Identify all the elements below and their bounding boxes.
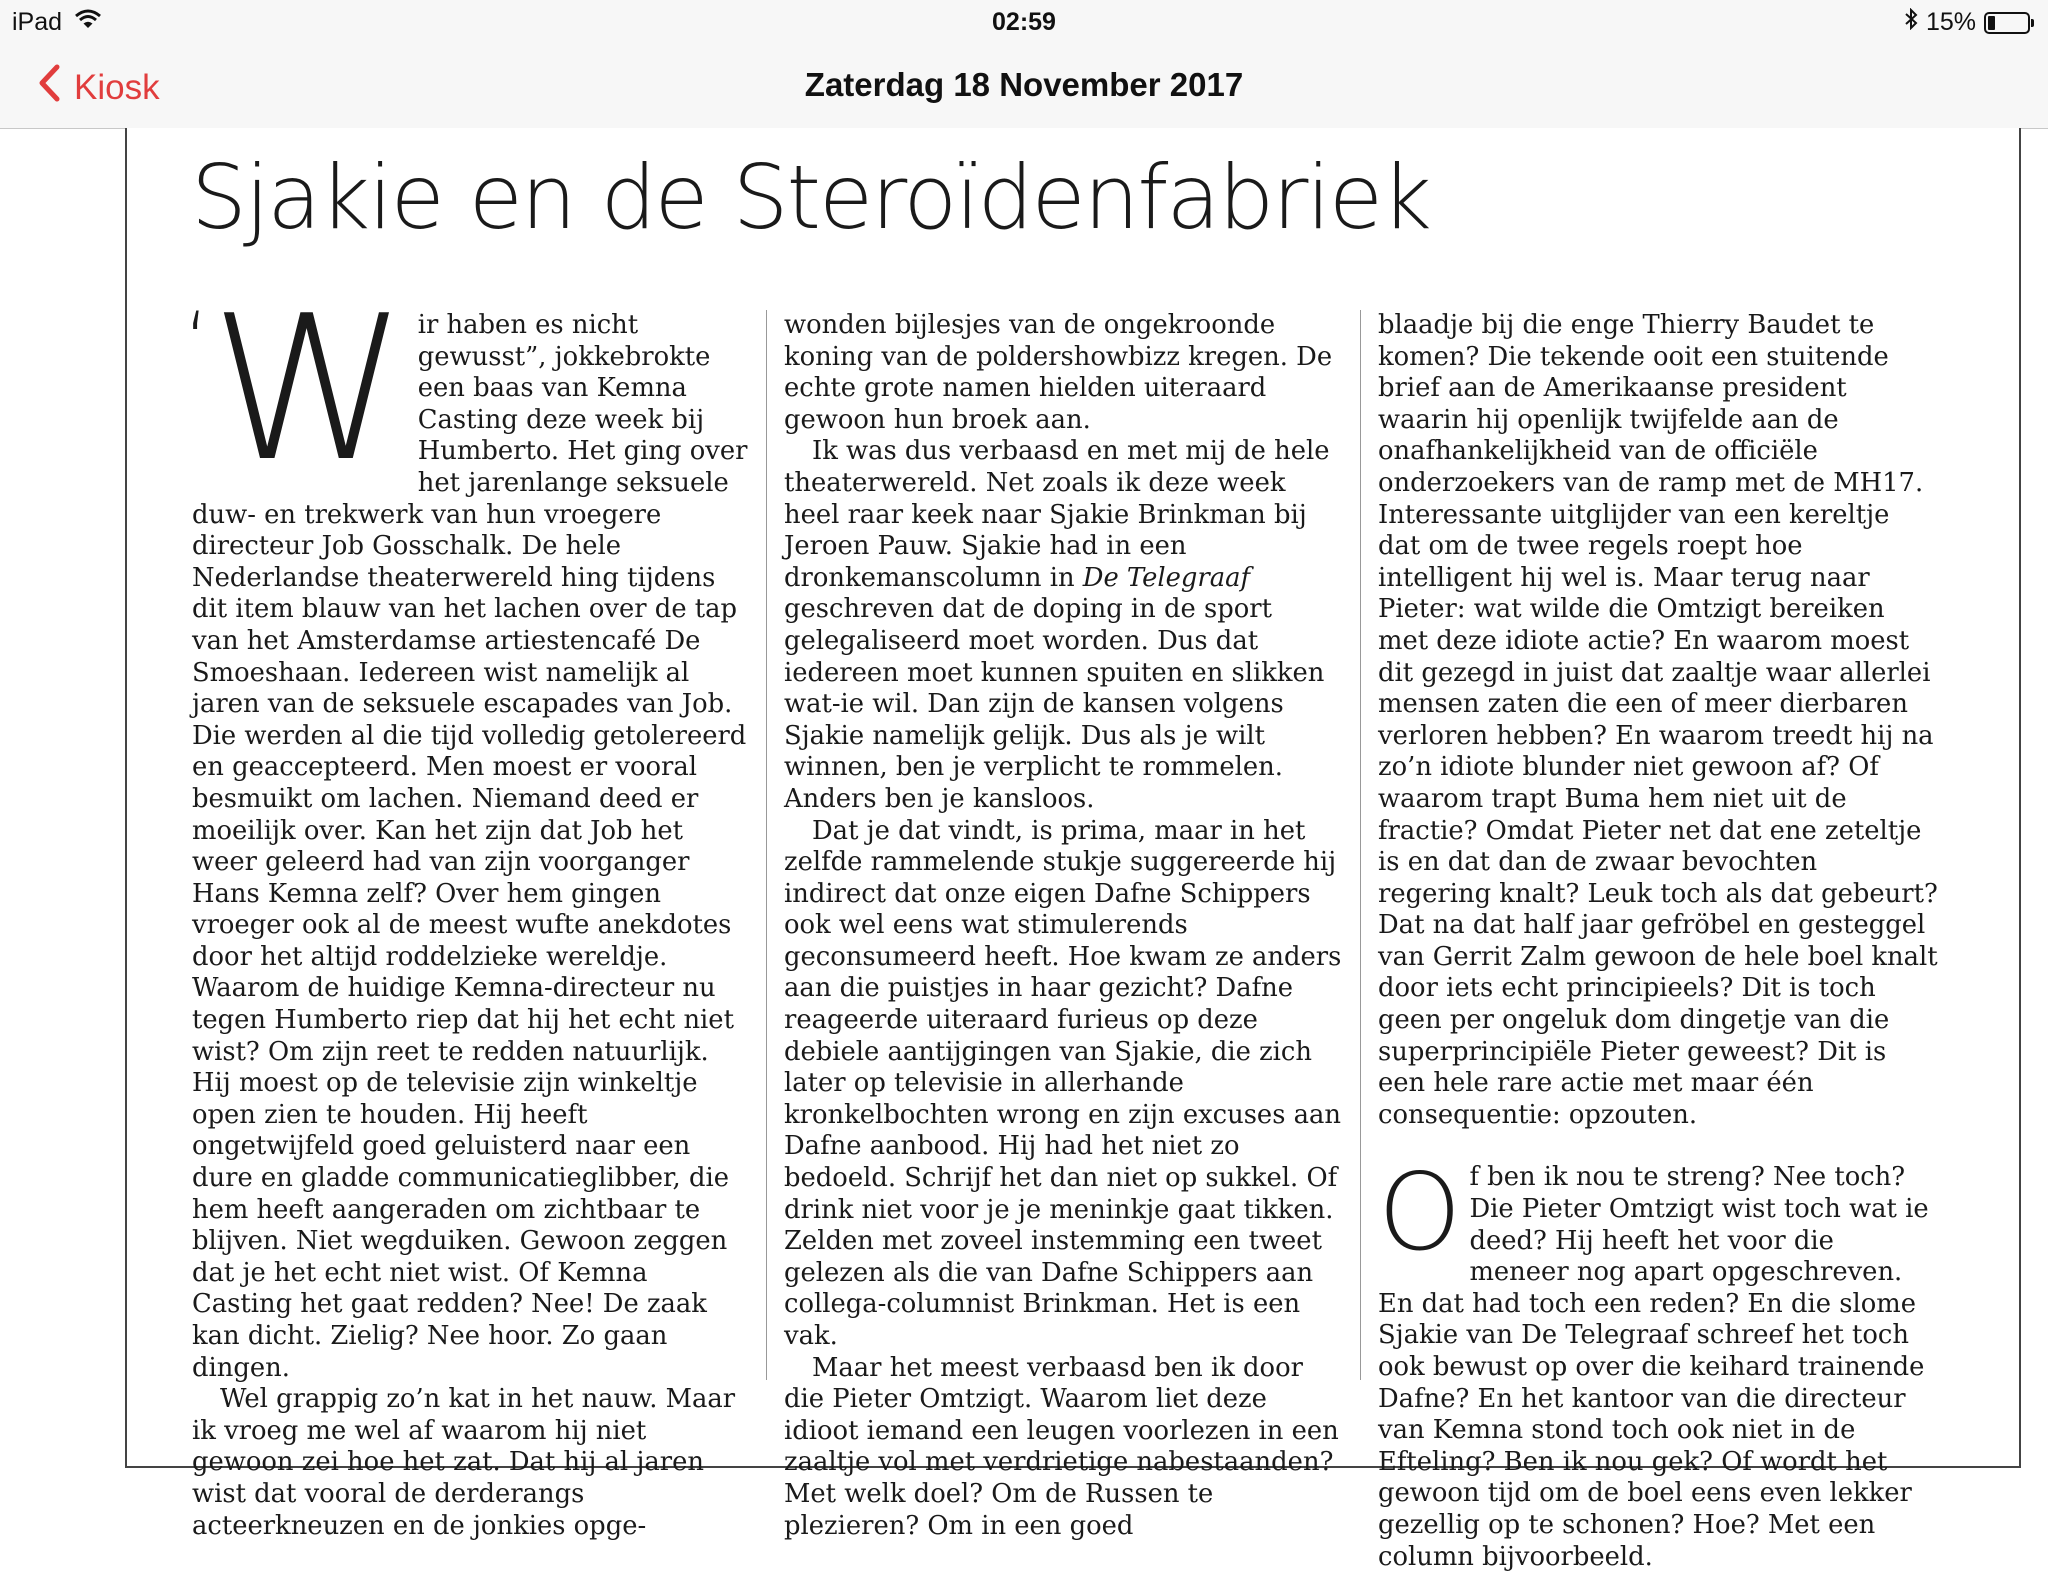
status-bar (0, 0, 2048, 44)
article-column-3 (1378, 310, 1938, 1573)
battery-icon (1984, 12, 2030, 34)
article-paragraph (184, 273, 752, 1384)
article-paragraph: blaadje bij die enge Thierry Baudet te komen? Die tekende ooit een stuitende brief aan de Amerikaanse president waarin hij openlijk twijfelde aan de onafhankelijkheid van de officiële onderzoekers van de ramp met de MH17. Interessante uitglijder van een kereltje dat om de twee regels roept hoe intelligent hij wel is. Maar terug naar Pieter: wat wilde die Omtzigt bereiken met deze idiote actie? En waarom moest dit gezegd in juist dat zaaltje waar allerlei mensen zaten die een of meer dierbaren verloren hebben? En waarom treedt hij na zo’n idiote blunder niet gewoon af? Of waarom trapt Buma hem niet uit de fractie? Omdat Pieter net dat ene zeteltje is en dat dan de zwaar bevochten regering knalt? Leuk toch als dat gebeurt? Dat na dat half jaar gefröbel en gesteggel van Gerrit Zalm gewoon de hele boel knalt door iets echt principieels? Dit is toch geen per ongeluk dom dingetje van die superprincipiële Pieter geweest? Dit is een hele rare actie met maar één consequentie: opzouten. (1378, 310, 1938, 1130)
back-label: Kiosk (74, 67, 160, 107)
article-column-2 (784, 310, 1344, 1542)
paragraph-text: Ik was dus verbaasd en met mij de hele theaterwereld. Net zoals ik deze week heel raar keek naar Sjakie Brinkman bij Jeroen Pauw. Sjakie had in een dronkemanscolumn in (784, 436, 1330, 593)
article-column-1 (184, 273, 752, 1542)
column-divider (1360, 310, 1361, 1380)
status-time: 02:59 (992, 8, 1056, 36)
status-right (1904, 8, 2030, 37)
article-paragraph (784, 436, 1344, 815)
article-headline: Sjakie en de Steroïdenfabriek (191, 146, 1430, 249)
article-paragraph: wonden bijlesjes van de ongekroonde koning van de poldershowbizz kregen. De echte grote namen hielden uiteraard gewoon hun broek aan. (784, 310, 1333, 435)
device-label: iPad (12, 8, 63, 36)
section-gap (1378, 1131, 1938, 1162)
newspaper-name: De Telegraaf (1082, 562, 1251, 593)
paragraph-text: ir haben es nicht gewusst”, jokkebrokte een baas van Kemna Casting deze week bij Humberto. Het ging over het jarenlange seksuele duw- en trekwerk van hun vroegere directeur Job Gosschalk. De hele Nederlandse theaterwereld hing tijdens dit item blauw van het lachen over de tap van het Amsterdamse artiestencafé De Smoeshaan. Iedereen wist namelijk al jaren van de seksuele escapades van Job. Die werden al die tijd volledig getolereerd en geaccepteerd. Men moest er vooral besmuikt om lachen. Niemand deed er moeilijk over. Kan het zijn dat Job het weer geleerd had van zijn voorganger Hans Kemna zelf? Over hem gingen vroeger ook al de meest wufte anekdotes door het altijd roddelzieke wereldje. Waarom de huidige Kemna-directeur nu tegen Humberto riep dat hij het echt niet wist? Om zijn reet te redden natuurlijk. Hij moest op de televisie zijn winkeltje open zien te houden. Hij heeft ongetwijfeld goed geluisterd naar een dure en gladde communicatieglibber, die hem heeft aangeraden om zichtbaar te blijven. Niet wegduiken. Gewoon zeggen dat je het echt niet wist. Of Kemna Casting het gaat redden? Nee! De zaak kan dicht. Zielig? Nee hoor. Zo gaan dingen. (192, 310, 748, 1383)
drop-cap-letter: W (210, 273, 408, 506)
paragraph-text: f ben ik nou te streng? Nee toch? Die Pieter Omtzigt wist toch wat ie deed? Hij heeft het voor die meneer nog apart opgeschreven. En dat had toch een reden? En die slome Sjakie van De Telegraaf schreef het toch ook bewust op over die keihard trainende Dafne? En het kantoor van die directeur van Kemna stond toch ook niet in de Efteling? Ben ik nou gek? Of wordt het gewoon tijd om de boel eens even lekker gezellig op te schonen? Hoe? Met een column bijvoorbeeld. (1378, 1162, 1929, 1572)
paragraph-text: geschreven dat de doping in de sport gelegaliseerd moet worden. Dus dat iedereen moet kunnen spuiten en slikken wat-ie wil. Dan zijn de kansen volgens Sjakie namelijk gelijk. Dus als je wilt winnen, ben je verplicht te rommelen. Anders ben je kansloos. (784, 594, 1325, 814)
article-paragraph (1378, 1151, 1938, 1573)
drop-cap-letter: O (1378, 1151, 1462, 1275)
article-paragraph: Wel grappig zo’n kat in het nauw. Maar ik vroeg me wel af waarom hij niet gewoon zei hoe het zat. Dat hij al jaren wist dat vooral de derderangs acteerkneuzen en de jonkies opge- (192, 1384, 736, 1541)
battery-percentage: 15% (1925, 8, 1976, 36)
drop-cap (184, 273, 408, 506)
article-paragraph: Maar het meest verbaasd ben ik door die Pieter Omtzigt. Waarom liet deze idioot iemand een leugen voorlezen in een zaaltje vol met verdrietige nabestaanden? Met welk doel? Om de Russen te plezieren? Om in een goed (784, 1352, 1339, 1541)
page-title: Zaterdag 18 November 2017 (804, 66, 1244, 103)
article-paragraph: Dat je dat vindt, is prima, maar in het zelfde rammelende stukje suggereerde hij indirect dat onze eigen Dafne Schippers ook wel eens wat stimulerends geconsumeerd heeft. Hoe kwam ze anders aan die puistjes in haar gezicht? Dafne reageerde uiteraard furieus op deze debiele aantijgingen van Sjakie, die zich later op televisie in allerhande kronkelbochten wrong en zijn excuses aan Dafne aanbood. Hij had het niet zo bedoeld. Schrijf het dan niet op sukkel. Of drink niet voor je je meninkje gaat tikken. Zelden met zoveel instemming een tweet gelezen als die van Dafne Schippers aan collega-columnist Brinkman. Het is een vak. (784, 815, 1342, 1351)
navigation-bar (0, 44, 2048, 129)
bluetooth-icon (1904, 8, 1918, 37)
opening-quote: ‘ (184, 295, 210, 388)
column-divider (766, 310, 767, 1380)
